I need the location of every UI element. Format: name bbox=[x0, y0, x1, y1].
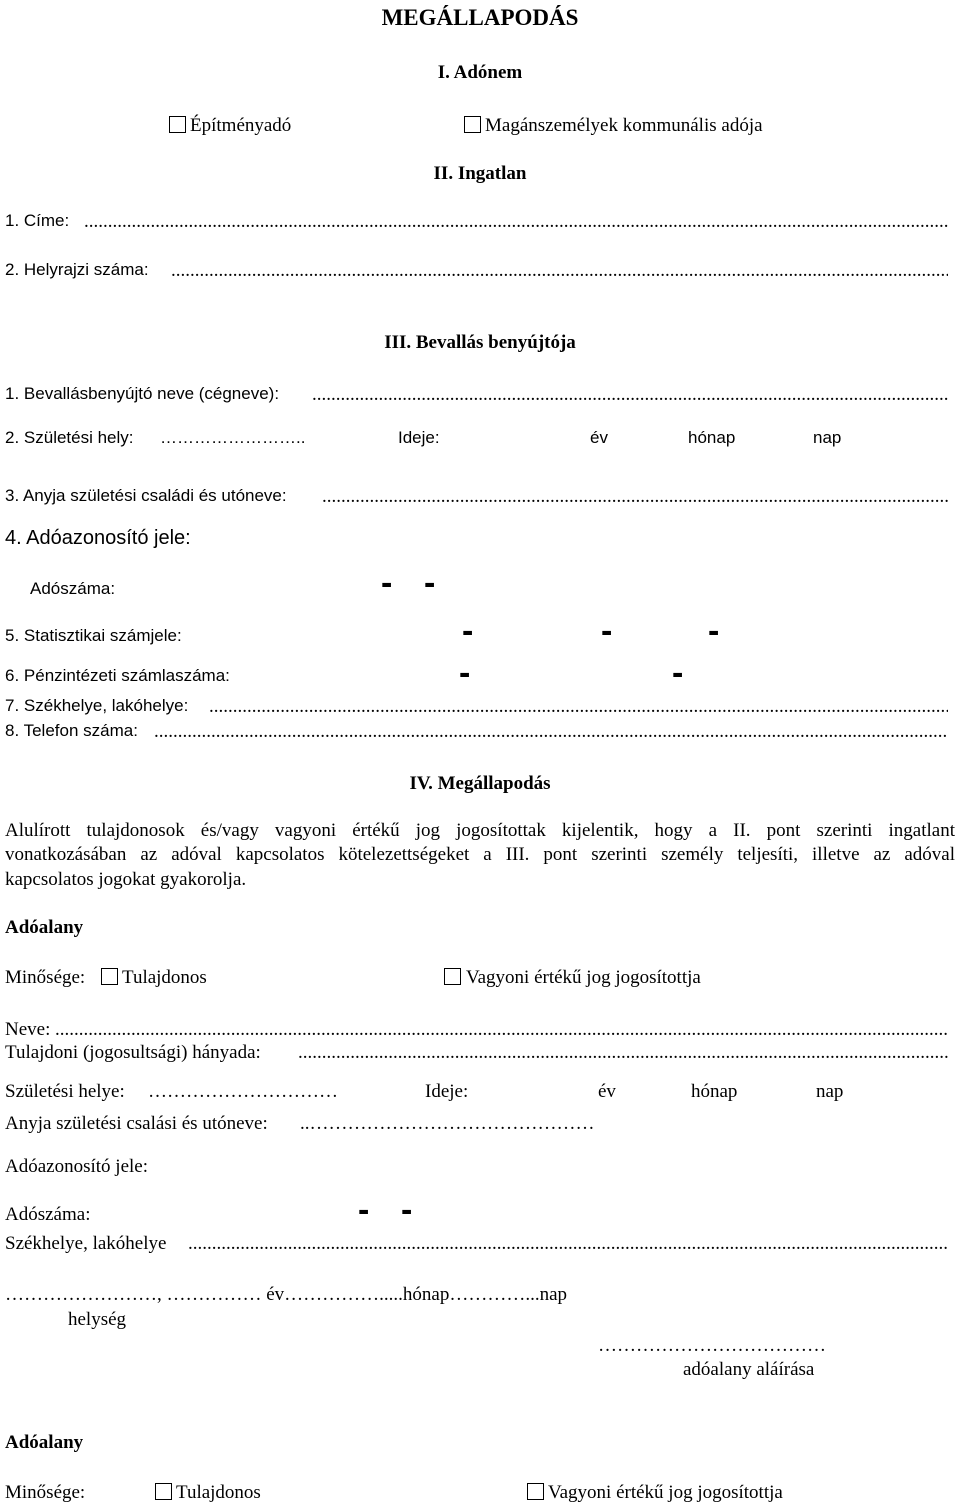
szuletesi-helye-label: Születési helye: bbox=[5, 1081, 125, 1102]
anyja-neve-2-field[interactable]: ..……………………………………… bbox=[300, 1113, 595, 1134]
epitmenyado-checkbox[interactable] bbox=[169, 116, 186, 133]
szuletesi-hely-label: 2. Születési hely: bbox=[5, 428, 134, 447]
neve-field[interactable] bbox=[55, 1020, 948, 1039]
megallapodas-text-line-1: Alulírott tulajdonosok és/vagy vagyoni értékű jog jogosítottak kijelentik, hogy a II. pont szerinti ingatlant bbox=[5, 820, 955, 841]
epitmenyado-label: Építményadó bbox=[190, 115, 292, 136]
adoalany-heading: Adóalany bbox=[5, 917, 84, 938]
vagyoni-jog-label: Vagyoni értékű jog jogosítottja bbox=[466, 967, 701, 988]
nap-label: nap bbox=[813, 428, 842, 447]
szuletesi-helye-field[interactable]: ………………………… bbox=[148, 1081, 338, 1102]
adoalany-2-heading: Adóalany bbox=[5, 1432, 84, 1453]
kommunalis-label: Magánszemélyek kommunális adója bbox=[485, 115, 763, 136]
tulajdonos-2-label: Tulajdonos bbox=[176, 1482, 261, 1503]
adoszama-dash-2: - bbox=[424, 564, 436, 602]
vagyoni-jog-2-checkbox[interactable] bbox=[527, 1483, 544, 1500]
hanyad-field[interactable] bbox=[298, 1043, 948, 1062]
statisztikai-szamjel-label: 5. Statisztikai számjele: bbox=[5, 626, 182, 645]
adoszama-2-dash-1: - bbox=[358, 1191, 370, 1229]
ingatlan-cime-field[interactable] bbox=[84, 212, 948, 231]
tulajdonos-2-checkbox[interactable] bbox=[155, 1483, 172, 1500]
vagyoni-jog-checkbox[interactable] bbox=[444, 968, 461, 985]
alairas-label: adóalany aláírása bbox=[683, 1359, 815, 1380]
minosege-label: Minősége: bbox=[5, 967, 86, 988]
ev-2-label: év bbox=[598, 1081, 616, 1102]
keltezes-line[interactable]: ……………………, …………… év…………….....hónap…………...nap bbox=[5, 1284, 568, 1305]
adoszama-dash-1: - bbox=[381, 564, 393, 602]
statisztikai-dash-1: - bbox=[462, 612, 474, 650]
honap-2-label: hónap bbox=[691, 1081, 738, 1102]
tulajdonos-checkbox[interactable] bbox=[101, 968, 118, 985]
ev-label: év bbox=[590, 428, 608, 447]
adoazonosito-jel-label: 4. Adóazonosító jele: bbox=[5, 527, 191, 549]
szamlaszam-dash-2: - bbox=[672, 654, 684, 692]
helyrajzi-szam-label: 2. Helyrajzi száma: bbox=[5, 260, 149, 279]
telefon-label: 8. Telefon száma: bbox=[5, 721, 138, 740]
szamlaszam-dash-1: - bbox=[459, 654, 471, 692]
kommunalis-checkbox[interactable] bbox=[464, 116, 481, 133]
benyujto-neve-label: 1. Bevallásbenyújtó neve (cégneve): bbox=[5, 384, 280, 403]
ingatlan-cime-label: 1. Címe: bbox=[5, 211, 70, 230]
megallapodas-text-line-3: kapcsolatos jogokat gyakorolja. bbox=[5, 869, 247, 890]
szamlaszam-label: 6. Pénzintézeti számlaszáma: bbox=[5, 666, 230, 685]
helyrajzi-szam-field[interactable] bbox=[171, 261, 948, 280]
vagyoni-jog-2-label: Vagyoni értékű jog jogosítottja bbox=[548, 1482, 783, 1503]
anyja-neve-2-label: Anyja születési csalási és utóneve: bbox=[5, 1113, 268, 1134]
anyja-neve-field[interactable] bbox=[322, 487, 948, 506]
honap-label: hónap bbox=[688, 428, 736, 447]
alairas-line[interactable]: ……………………………… bbox=[598, 1335, 826, 1356]
adoazonosito-jel-2-label: Adóazonosító jele: bbox=[5, 1156, 148, 1177]
hanyad-label: Tulajdoni (jogosultsági) hányada: bbox=[5, 1042, 261, 1063]
section-3-heading: III. Bevallás benyújtója bbox=[384, 332, 576, 353]
helyseg-label: helység bbox=[68, 1309, 127, 1330]
statisztikai-dash-2: - bbox=[601, 612, 613, 650]
ideje-2-label: Ideje: bbox=[425, 1081, 469, 1102]
section-2-heading: II. Ingatlan bbox=[433, 163, 527, 184]
adoszama-2-dash-2: - bbox=[401, 1191, 413, 1229]
szekhelye-2-field[interactable] bbox=[188, 1234, 948, 1253]
document-title: MEGÁLLAPODÁS bbox=[381, 5, 579, 30]
szekhely-label: 7. Székhelye, lakóhelye: bbox=[5, 696, 189, 715]
adoszama-2-label: Adószáma: bbox=[5, 1204, 91, 1225]
telefon-field[interactable] bbox=[154, 722, 948, 741]
megallapodas-text-line-2: vonatkozásában az adóval kapcsolatos kötelezettségeket a III. pont szerinti személy teljesíti, illetve az adóval bbox=[5, 844, 955, 865]
benyujto-neve-field[interactable] bbox=[312, 385, 948, 404]
adoszama-label: Adószáma: bbox=[30, 579, 116, 598]
statisztikai-dash-3: - bbox=[708, 612, 720, 650]
neve-label: Neve: bbox=[5, 1019, 51, 1040]
section-1-heading: I. Adónem bbox=[437, 62, 523, 83]
szekhelye-2-label: Székhelye, lakóhelye bbox=[5, 1233, 167, 1254]
section-4-heading: IV. Megállapodás bbox=[409, 773, 551, 794]
nap-2-label: nap bbox=[816, 1081, 844, 1102]
tulajdonos-label: Tulajdonos bbox=[122, 967, 207, 988]
anyja-neve-label: 3. Anyja születési családi és utóneve: bbox=[5, 486, 287, 505]
ideje-label: Ideje: bbox=[398, 428, 440, 447]
szuletesi-hely-field[interactable]: …………………….. bbox=[160, 428, 306, 447]
szekhely-field[interactable] bbox=[209, 697, 948, 716]
minosege-2-label: Minősége: bbox=[5, 1482, 86, 1503]
